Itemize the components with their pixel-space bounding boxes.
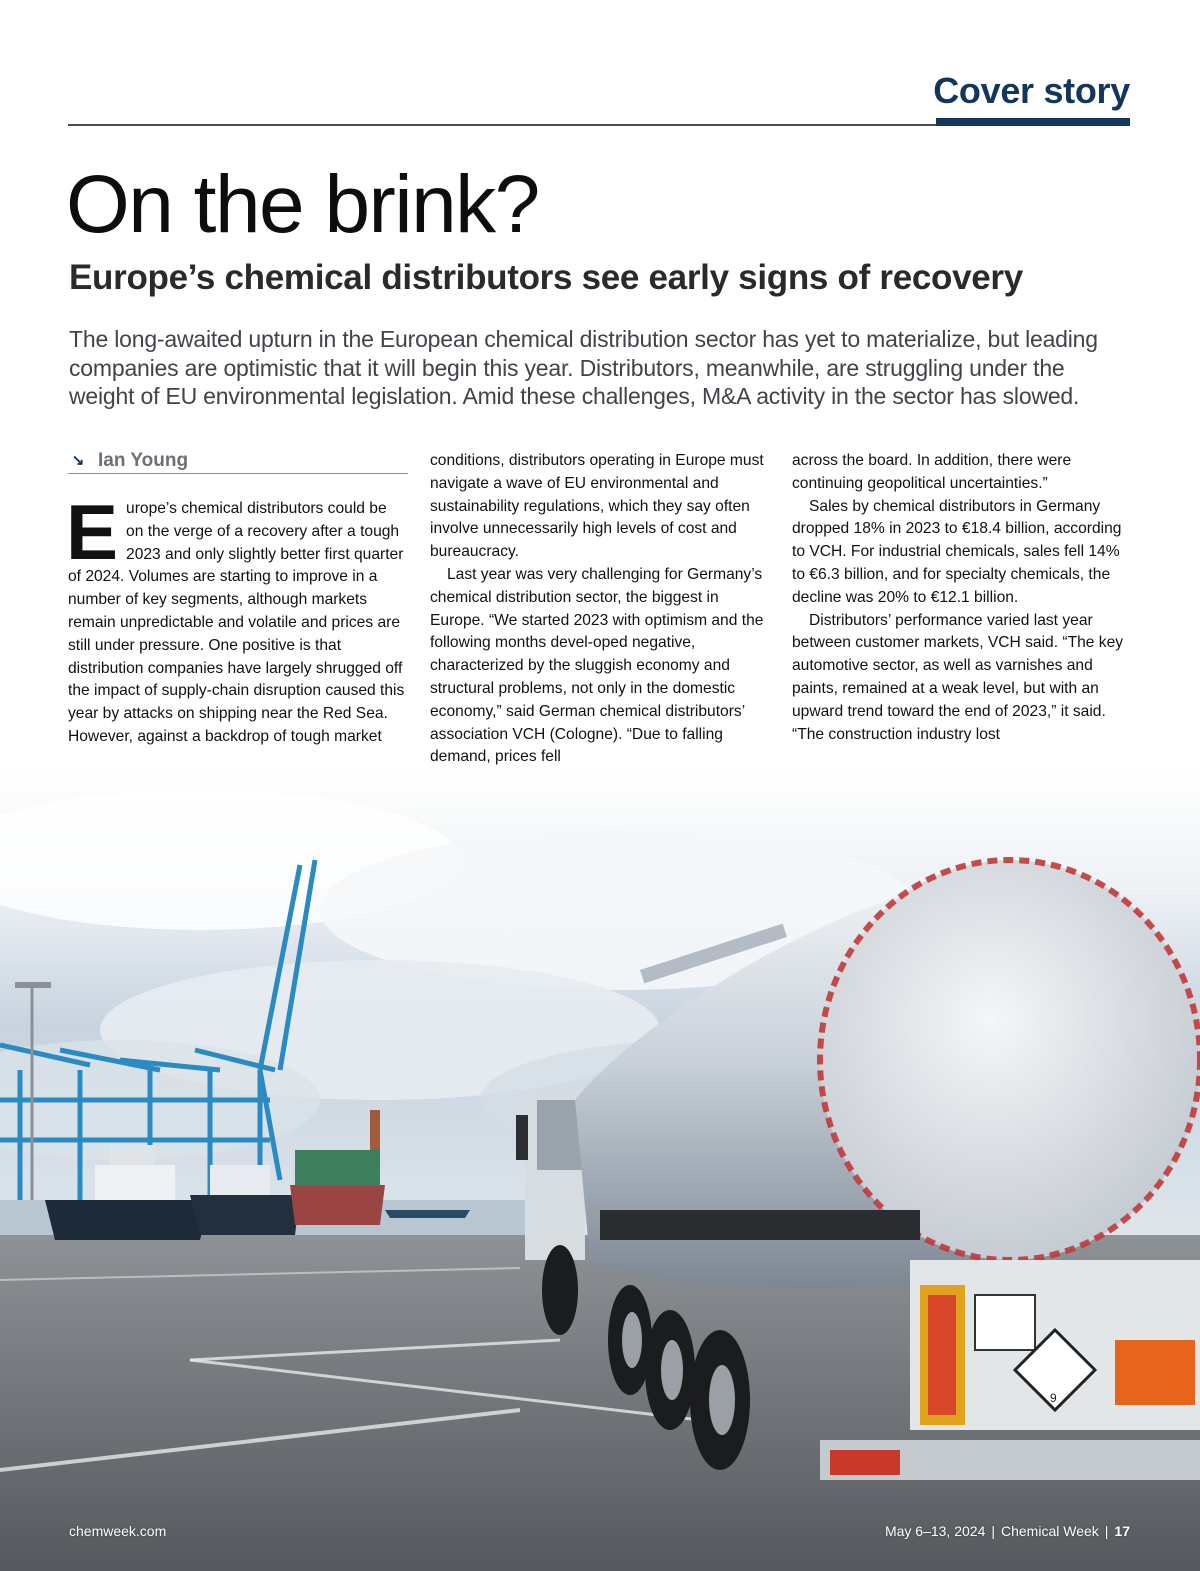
subheadline: Europe’s chemical distributors see early signs of recovery bbox=[69, 258, 1023, 297]
body-paragraph: Sales by chemical distributors in Germany dropped 18% in 2023 to €18.4 billion, according to VCH. For industrial chemicals, sales fell 14% to €6.3 billion, and for specialty chemicals, the decline was 20% to €12.1 billion. bbox=[792, 497, 1122, 606]
author-name[interactable]: Ian Young bbox=[98, 449, 189, 471]
footer-date: May 6–13, 2024 bbox=[884, 1523, 986, 1539]
headline: On the brink? bbox=[66, 159, 539, 250]
footer-separator: | bbox=[991, 1523, 995, 1539]
footer-info bbox=[885, 1523, 1130, 1539]
section-label: Cover story bbox=[933, 70, 1130, 111]
standfirst: The long-awaited upturn in the European chemical distribution sector has yet to materialize, but leading companies are optimistic that it will begin this year. Distributors, meanwhile, are struggling under the weight of EU environmental legislation. Amid these challenges, M&A activity in the sector has slowed. bbox=[69, 326, 1098, 409]
footer-publication: Chemical Week bbox=[1001, 1523, 1099, 1539]
body-text: urope’s chemical distributors could be on the verge of a recovery after a tough 2023 and only slightly better first quarter of 2024. Volumes are starting to improve in a number of key segments, although markets remain unpredictable and volatile and prices are still under pressure. One positive is that distribution companies have largely shrugged off the impact of supply-chain disruption caused this year by attacks on shipping near the Red Sea. However, against a backdrop of tough market bbox=[68, 500, 405, 745]
article-column-1 bbox=[68, 450, 408, 749]
footer-separator: | bbox=[1104, 1523, 1109, 1539]
body-paragraph bbox=[66, 488, 408, 749]
body-paragraph: Distributors’ performance varied last year between customer markets, VCH said. “The key automotive sector, as well as varnishes and paints, remained at a weak level, but with an upward trend toward the end of 2023,” it said. “The construction industry lost bbox=[792, 611, 1124, 743]
header-rule-accent bbox=[936, 118, 1130, 126]
body-paragraph: Last year was very challenging for Germany’s chemical distribution sector, the biggest in Europe. “We started 2023 with optimism and the following months devel-oped negative, characterized by the sluggish economy and structural problems, not only in the domestic economy,” said German chemical distributors’ association VCH (Cologne). “Due to falling demand, prices fell bbox=[430, 565, 764, 766]
svg-text:9: 9 bbox=[1050, 1391, 1057, 1405]
byline bbox=[68, 450, 408, 474]
page-number: 17 bbox=[1114, 1523, 1130, 1539]
hero-photo-tanker-truck-port bbox=[0, 770, 1200, 1571]
dropcap: E bbox=[66, 488, 119, 576]
article-column-2 bbox=[430, 450, 770, 769]
body-paragraph: across the board. In addition, there were continuing geopolitical uncertainties.” bbox=[792, 452, 1072, 492]
article-column-3 bbox=[792, 450, 1132, 746]
body-paragraph: conditions, distributors operating in Europe must navigate a wave of EU environmental and sustainability regulations, which they say often involve unnecessarily high levels of cost and bureaucracy. bbox=[430, 452, 764, 561]
footer-website[interactable]: chemweek.com bbox=[69, 1523, 167, 1539]
arrow-down-right-icon: ↘ bbox=[71, 451, 85, 469]
